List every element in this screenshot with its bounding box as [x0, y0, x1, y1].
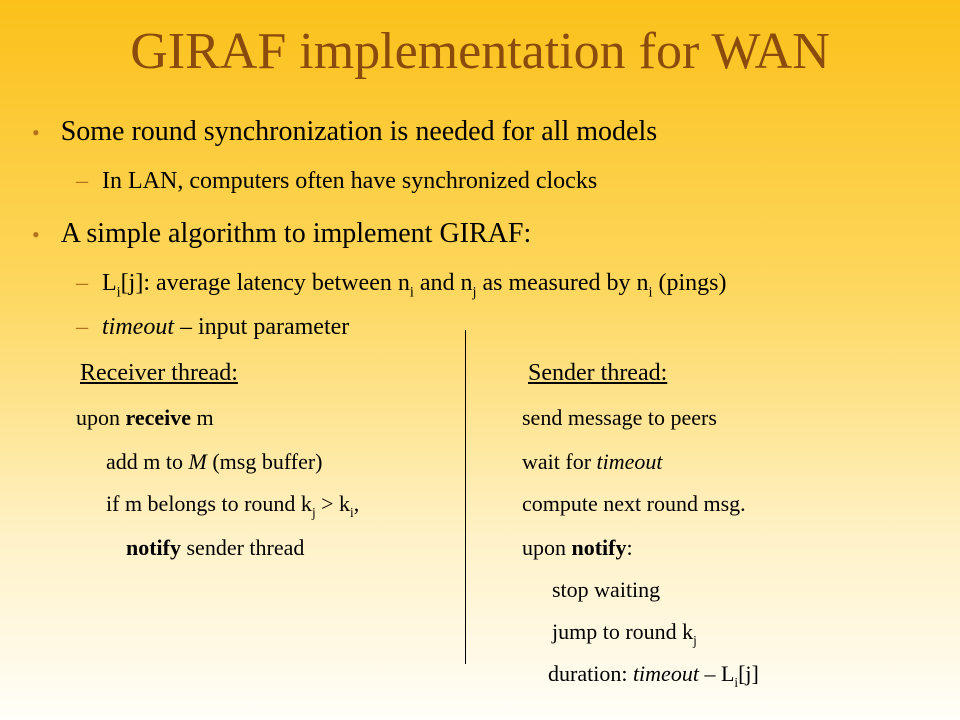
sub-text: In LAN, computers often have synchronized clocks: [102, 168, 598, 194]
receiver-line-2: add m to M (msg buffer): [106, 449, 323, 474]
sender-line-2: wait for timeout: [522, 449, 663, 474]
sender-line-7: duration: timeout – $L_i[j]$: [548, 661, 759, 690]
sender-line-5: stop waiting: [552, 577, 661, 602]
timeout-term: timeout: [102, 314, 174, 340]
sender-line-1: send message to peers: [522, 405, 717, 430]
subscript: i: [409, 284, 414, 301]
text-part: as measured by n: [476, 270, 649, 296]
sub-item-2: [76, 270, 727, 301]
bullet-item-2: [32, 218, 531, 250]
subscript: i: [116, 284, 121, 301]
receiver-heading: Receiver thread:: [80, 360, 238, 386]
text-part: – input parameter: [174, 314, 350, 340]
sender-line-4: upon notify:: [522, 535, 633, 560]
text-part: (pings): [652, 270, 727, 296]
bullet-icon: •: [32, 222, 40, 247]
sub-item-3: [76, 314, 349, 341]
bullet-item-1: [32, 116, 657, 148]
slide-title: GIRAF implementation for WAN: [130, 23, 830, 80]
sender-line-6: jump to round $k_j$: [552, 619, 697, 648]
receiver-line-3: if m belongs to round $k_j > k_i$,: [106, 491, 360, 520]
column-divider: [465, 330, 466, 664]
sub-item-1: [76, 168, 597, 195]
text-part: and n: [413, 270, 473, 296]
latency-symbol: L: [102, 270, 117, 296]
dash-icon: –: [76, 270, 88, 296]
text-part: : average latency between n: [143, 270, 410, 296]
sender-heading: Sender thread:: [528, 360, 668, 386]
bullet-icon: •: [32, 120, 40, 145]
subscript: i: [648, 284, 653, 301]
receiver-line-4: notify sender thread: [126, 535, 305, 560]
sender-line-3: compute next round msg.: [522, 491, 746, 516]
receiver-line-1: upon receive m: [76, 405, 214, 430]
subscript: j: [472, 284, 477, 301]
latency-definition: [102, 270, 727, 301]
bullet-text: Some round synchronization is needed for all models: [60, 116, 658, 147]
dash-icon: –: [76, 168, 88, 194]
bracket-text: [j]: [120, 270, 144, 296]
timeout-definition: [102, 314, 349, 340]
bullet-text: A simple algorithm to implement GIRAF:: [60, 218, 532, 249]
dash-icon: –: [76, 314, 88, 340]
